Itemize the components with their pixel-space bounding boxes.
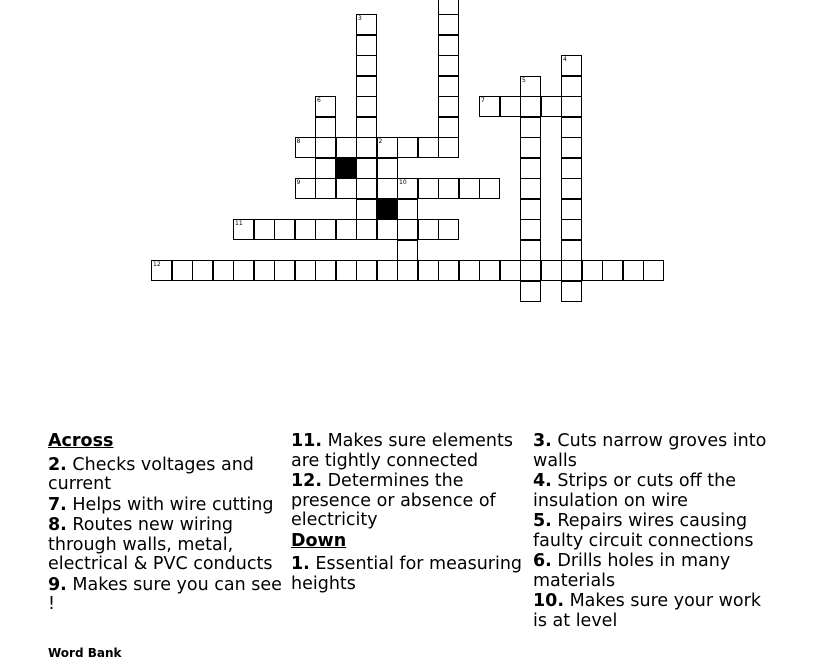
crossword-cell[interactable] — [438, 76, 459, 97]
crossword-cell[interactable] — [561, 199, 582, 220]
crossword-cell[interactable] — [356, 199, 377, 220]
clue-number-label: 11. — [291, 431, 323, 451]
crossword-cell[interactable] — [192, 260, 213, 281]
clue-number-label: 7. — [48, 494, 67, 515]
crossword-cell[interactable] — [561, 76, 582, 97]
crossword-cell[interactable] — [397, 137, 418, 158]
crossword-cell[interactable] — [213, 260, 234, 281]
crossword-cell[interactable] — [438, 55, 459, 76]
crossword-cell[interactable] — [418, 178, 439, 199]
crossword-cell[interactable] — [479, 96, 500, 117]
clue-number: 6 — [317, 97, 321, 104]
crossword-cell[interactable] — [295, 178, 316, 199]
clue-item — [533, 472, 773, 511]
clue-number: 4 — [563, 56, 567, 63]
crossword-cell[interactable] — [233, 260, 254, 281]
crossword-cell[interactable] — [315, 137, 336, 158]
crossword-cell[interactable] — [356, 178, 377, 199]
crossword-cell[interactable] — [172, 260, 193, 281]
crossword-cell[interactable] — [377, 219, 398, 240]
down-clue-list-continued — [533, 432, 773, 631]
crossword-cell[interactable] — [336, 260, 357, 281]
crossword-cell[interactable] — [479, 178, 500, 199]
crossword-cell[interactable] — [377, 178, 398, 199]
crossword-cell[interactable] — [397, 219, 418, 240]
crossword-cell[interactable] — [336, 219, 357, 240]
crossword-cell[interactable] — [500, 260, 521, 281]
crossword-cell[interactable] — [397, 260, 418, 281]
crossword-cell[interactable] — [356, 117, 377, 138]
word-bank-label: Word Bank — [48, 646, 122, 660]
crossword-cell[interactable] — [623, 260, 644, 281]
crossword-cell[interactable] — [377, 158, 398, 179]
crossword-cell[interactable] — [254, 219, 275, 240]
clue-item — [291, 555, 523, 594]
clue-number: 9 — [296, 179, 301, 186]
crossword-cell[interactable] — [520, 281, 541, 302]
crossword-cell[interactable] — [520, 76, 541, 97]
crossword-cell[interactable] — [274, 219, 295, 240]
clue-item — [48, 576, 284, 615]
clue-text: Makes sure elements are tightly connected — [291, 431, 513, 471]
down-clue-list — [291, 555, 523, 594]
crossword-cell[interactable] — [356, 260, 377, 281]
crossword-cell[interactable] — [438, 35, 459, 56]
clue-item — [533, 512, 773, 551]
across-header: Across — [48, 431, 114, 451]
crossword-cell[interactable] — [377, 137, 398, 158]
crossword-cell[interactable] — [561, 96, 582, 117]
clue-number-label: 4. — [533, 471, 552, 491]
crossword-cell[interactable] — [315, 219, 336, 240]
crossword-cell[interactable] — [520, 260, 541, 281]
crossword-cell[interactable] — [295, 219, 316, 240]
crossword-cell[interactable] — [377, 260, 398, 281]
crossword-cell[interactable] — [520, 199, 541, 220]
clue-number — [440, 0, 444, 2]
crossword-grid — [0, 0, 816, 300]
crossword-cell[interactable] — [520, 137, 541, 158]
crossword-cell[interactable] — [520, 219, 541, 240]
crossword-cell[interactable] — [397, 178, 418, 199]
crossword-cell[interactable] — [438, 178, 459, 199]
crossword-cell[interactable] — [643, 260, 664, 281]
clue-number: 10 — [399, 179, 407, 186]
crossword-cell[interactable] — [438, 219, 459, 240]
clue-number-label: 10. — [533, 591, 565, 611]
crossword-cell[interactable] — [295, 260, 316, 281]
crossword-cell[interactable] — [438, 0, 459, 15]
crossword-block-cell — [336, 158, 357, 179]
crossword-cell[interactable] — [438, 260, 459, 281]
crossword-cell[interactable] — [315, 178, 336, 199]
clue-text: Determines the presence or absence of electricity — [291, 471, 496, 530]
clue-item — [533, 552, 773, 591]
crossword-cell[interactable] — [520, 96, 541, 117]
clue-number-label: 9. — [48, 574, 67, 595]
clue-item — [533, 432, 773, 471]
crossword-cell[interactable] — [418, 260, 439, 281]
crossword-cell[interactable] — [254, 260, 275, 281]
clue-number: 3 — [358, 15, 362, 22]
crossword-cell[interactable] — [459, 260, 480, 281]
crossword-cell[interactable] — [520, 158, 541, 179]
crossword-cell[interactable] — [561, 137, 582, 158]
crossword-cell[interactable] — [479, 260, 500, 281]
clue-number: 5 — [522, 76, 526, 84]
clue-text: Routes new wiring through walls, metal, electrical & PVC conducts — [48, 515, 273, 574]
crossword-cell[interactable] — [356, 96, 377, 117]
clue-item — [533, 592, 773, 631]
crossword-cell[interactable] — [561, 178, 582, 199]
clue-number-label: 6. — [533, 551, 552, 571]
crossword-cell[interactable] — [397, 199, 418, 220]
clue-number-label: 3. — [533, 431, 552, 451]
clue-item — [48, 496, 284, 516]
clue-column-1 — [48, 432, 284, 616]
clue-number-label: 5. — [533, 511, 552, 531]
crossword-cell[interactable] — [336, 178, 357, 199]
across-clue-list — [48, 456, 284, 615]
crossword-cell[interactable] — [418, 219, 439, 240]
clue-number: 7 — [481, 97, 485, 104]
clue-column-2 — [291, 432, 523, 595]
crossword-cell[interactable] — [438, 137, 459, 158]
crossword-cell[interactable] — [315, 117, 336, 138]
crossword-cell[interactable] — [520, 178, 541, 199]
clue-number-label: 12. — [291, 471, 323, 491]
crossword-cell[interactable] — [541, 96, 562, 117]
clue-number: 2 — [378, 138, 383, 145]
clue-column-3 — [533, 432, 773, 632]
clue-number-label: 1. — [291, 554, 310, 574]
crossword-cell[interactable] — [602, 260, 623, 281]
crossword-cell[interactable] — [561, 219, 582, 240]
crossword-cell[interactable] — [500, 96, 521, 117]
crossword-cell[interactable] — [233, 219, 254, 240]
crossword-cell[interactable] — [356, 219, 377, 240]
crossword-cell[interactable] — [582, 260, 603, 281]
crossword-cell[interactable] — [356, 158, 377, 179]
crossword-cell[interactable] — [520, 240, 541, 261]
crossword-cell[interactable] — [356, 55, 377, 76]
crossword-cell[interactable] — [438, 14, 459, 35]
crossword-cell[interactable] — [561, 260, 582, 281]
crossword-cell[interactable] — [295, 137, 316, 158]
clue-text: Strips or cuts off the insulation on wire — [533, 471, 736, 511]
clue-text: Helps with wire cutting — [66, 494, 274, 515]
crossword-block-cell — [377, 199, 398, 220]
clue-text: Checks voltages and current — [48, 454, 254, 494]
crossword-cell[interactable] — [520, 117, 541, 138]
clue-item — [48, 516, 284, 575]
crossword-cell[interactable] — [356, 137, 377, 158]
crossword-cell[interactable] — [561, 281, 582, 302]
clue-number: 11 — [235, 220, 243, 227]
crossword-cell[interactable] — [561, 117, 582, 138]
clue-text: Makes sure you can see ! — [48, 574, 282, 614]
crossword-cell[interactable] — [561, 158, 582, 179]
clue-text: Drills holes in many materials — [533, 551, 731, 591]
clue-number-label: 8. — [48, 515, 67, 535]
crossword-cell[interactable] — [561, 240, 582, 261]
crossword-cell[interactable] — [315, 158, 336, 179]
crossword-cell[interactable] — [397, 240, 418, 261]
crossword-cell[interactable] — [459, 178, 480, 199]
crossword-cell[interactable] — [356, 76, 377, 97]
clue-text: Essential for measuring heights — [291, 554, 523, 594]
crossword-cell[interactable] — [541, 260, 562, 281]
across-clue-list-continued — [291, 432, 523, 531]
clue-number: 12 — [153, 261, 161, 268]
crossword-cell[interactable] — [438, 117, 459, 138]
crossword-cell[interactable] — [356, 35, 377, 56]
clue-number-label: 2. — [48, 454, 67, 475]
crossword-cell[interactable] — [561, 55, 582, 76]
down-header: Down — [291, 530, 347, 551]
clue-number: 8 — [296, 138, 301, 145]
clue-item — [291, 432, 523, 471]
crossword-cell[interactable] — [274, 260, 295, 281]
crossword-cell[interactable] — [356, 14, 377, 35]
clue-item — [291, 472, 523, 531]
crossword-cell[interactable] — [315, 96, 336, 117]
crossword-cell[interactable] — [315, 260, 336, 281]
crossword-cell[interactable] — [336, 137, 357, 158]
clue-text: Cuts narrow groves into walls — [533, 431, 767, 471]
clue-text: Repairs wires causing faulty circuit connections — [533, 511, 754, 551]
clue-item — [48, 456, 284, 495]
crossword-cell[interactable] — [438, 96, 459, 117]
clue-text: Makes sure your work is at level — [533, 591, 761, 631]
crossword-cell[interactable] — [418, 137, 439, 158]
crossword-cell[interactable] — [151, 260, 172, 281]
